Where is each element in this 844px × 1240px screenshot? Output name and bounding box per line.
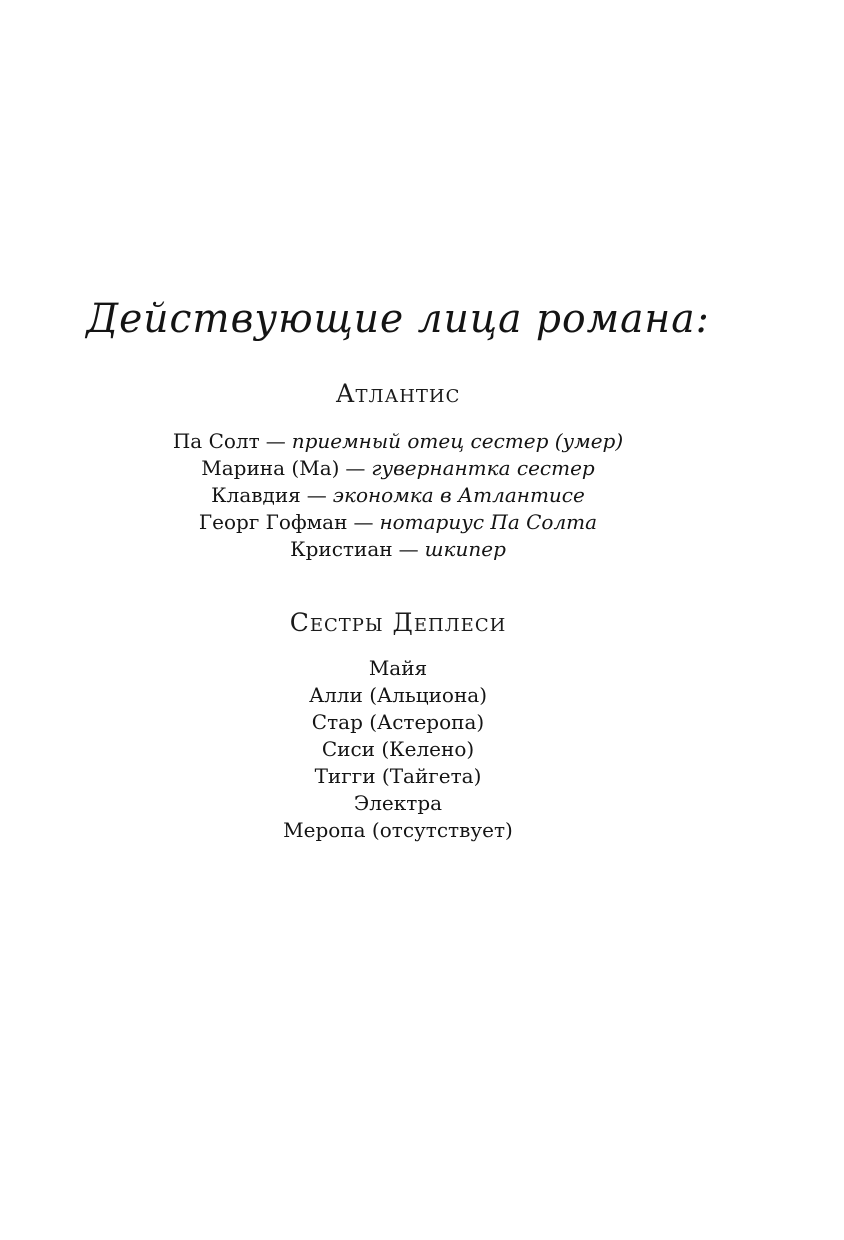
dash-separator: —: [398, 537, 419, 561]
cast-of-characters: [0, 288, 820, 844]
sisters-cast-list: [0, 655, 820, 844]
dash-separator: —: [265, 429, 286, 453]
character-entry: [0, 763, 820, 790]
atlantis-cast-list: [0, 428, 820, 563]
character-entry: [0, 428, 820, 455]
character-name: Меропа (отсутствует): [283, 818, 513, 842]
character-name: Майя: [368, 656, 428, 680]
character-name: Па Солт: [172, 429, 260, 453]
character-entry: [0, 682, 820, 709]
character-name: Георг Гофман: [198, 510, 348, 534]
page-title: Действующие лица романа:: [86, 296, 710, 342]
character-entry: [0, 709, 820, 736]
section-heading-atlantis: Атлантис: [335, 379, 461, 408]
character-name: Стар (Астеропа): [311, 710, 485, 734]
character-name: Сиси (Келено): [321, 737, 475, 761]
character-role: приемный отец сестер (умер): [291, 429, 624, 453]
dash-separator: —: [353, 510, 374, 534]
character-entry: [0, 790, 820, 817]
character-entry: [0, 536, 820, 563]
character-name: Марина (Ма): [201, 456, 340, 480]
character-name: Клавдия: [211, 483, 301, 507]
character-entry: [0, 482, 820, 509]
character-entry: [0, 817, 820, 844]
character-role: гувернантка сестер: [371, 456, 595, 480]
dash-separator: —: [306, 483, 327, 507]
character-name: Кристиан: [290, 537, 393, 561]
character-role: шкипер: [424, 537, 506, 561]
character-entry: [0, 455, 820, 482]
character-name: Электра: [353, 791, 443, 815]
character-role: нотариус Па Солта: [379, 510, 598, 534]
section-heading-sisters: Сестры Деплеси: [289, 608, 507, 637]
character-entry: [0, 655, 820, 682]
dash-separator: —: [345, 456, 366, 480]
character-entry: [0, 736, 820, 763]
character-entry: [0, 509, 820, 536]
character-name: Алли (Альциона): [308, 683, 488, 707]
character-role: экономка в Атлантисе: [332, 483, 585, 507]
character-name: Тигги (Тайгета): [314, 764, 482, 788]
